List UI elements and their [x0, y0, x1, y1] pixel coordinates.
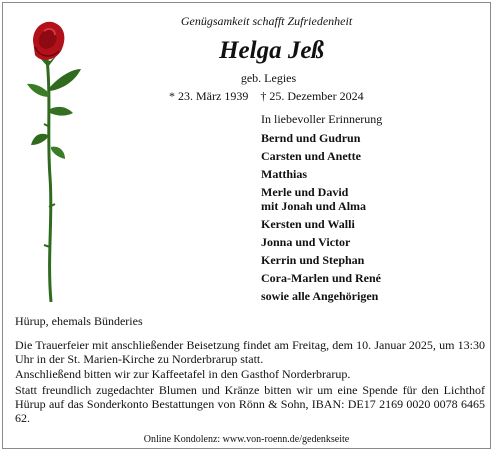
- motto: Genügsamkeit schafft Zufriedenheit: [180, 14, 353, 28]
- birth-name: geb. Legies: [240, 71, 297, 85]
- funeral-text: Die Trauerfeier mit anschließender Beisetzung findet am Freitag, dem 10. Januar 2025, um 13:30 Uhr in der St. Marien-Kirche zu Norderbrarup statt.: [15, 338, 485, 366]
- mourner-item: mit Jonah und Alma: [261, 199, 367, 213]
- mourners-list: [261, 131, 381, 303]
- online-condolence: Online Kondolenz: www.von-roenn.de/gedenkseite: [143, 434, 350, 445]
- mourner-item: Merle und David: [261, 185, 349, 199]
- mourner-item: Bernd und Gudrun: [261, 131, 361, 145]
- mourner-item: sowie alle Angehörigen: [261, 289, 379, 303]
- place: Hürup, ehemals Bünderies: [15, 314, 143, 328]
- mourner-item: Matthias: [261, 167, 307, 181]
- mourner-item: Cora-Marlen und René: [261, 271, 381, 285]
- mourner-item: Kersten und Walli: [261, 217, 355, 231]
- deceased-name: Helga Jeß: [219, 37, 324, 64]
- birth-date: * 23. März 1939: [169, 89, 249, 103]
- mourner-item: Jonna und Victor: [261, 235, 351, 249]
- coffee-text: Anschließend bitten wir zur Kaffeetafel in den Gasthof Norderbrarup.: [15, 367, 351, 381]
- donation-text: Statt freundlich zugedachter Blumen und Kränze bitten wir um eine Spende für den Lichthof Hürup auf das Sonderkonto Bestattungen von Rönn & Sohn, IBAN: DE17 2169 0020 0078 6465 62.: [15, 383, 485, 425]
- life-dates: [169, 89, 364, 104]
- memory-line: In liebevoller Erinnerung: [261, 112, 383, 126]
- mourner-item: Carsten und Anette: [261, 149, 362, 163]
- mourner-item: Kerrin und Stephan: [261, 253, 365, 267]
- obituary-card: [2, 2, 491, 449]
- death-date: † 25. Dezember 2024: [260, 89, 364, 103]
